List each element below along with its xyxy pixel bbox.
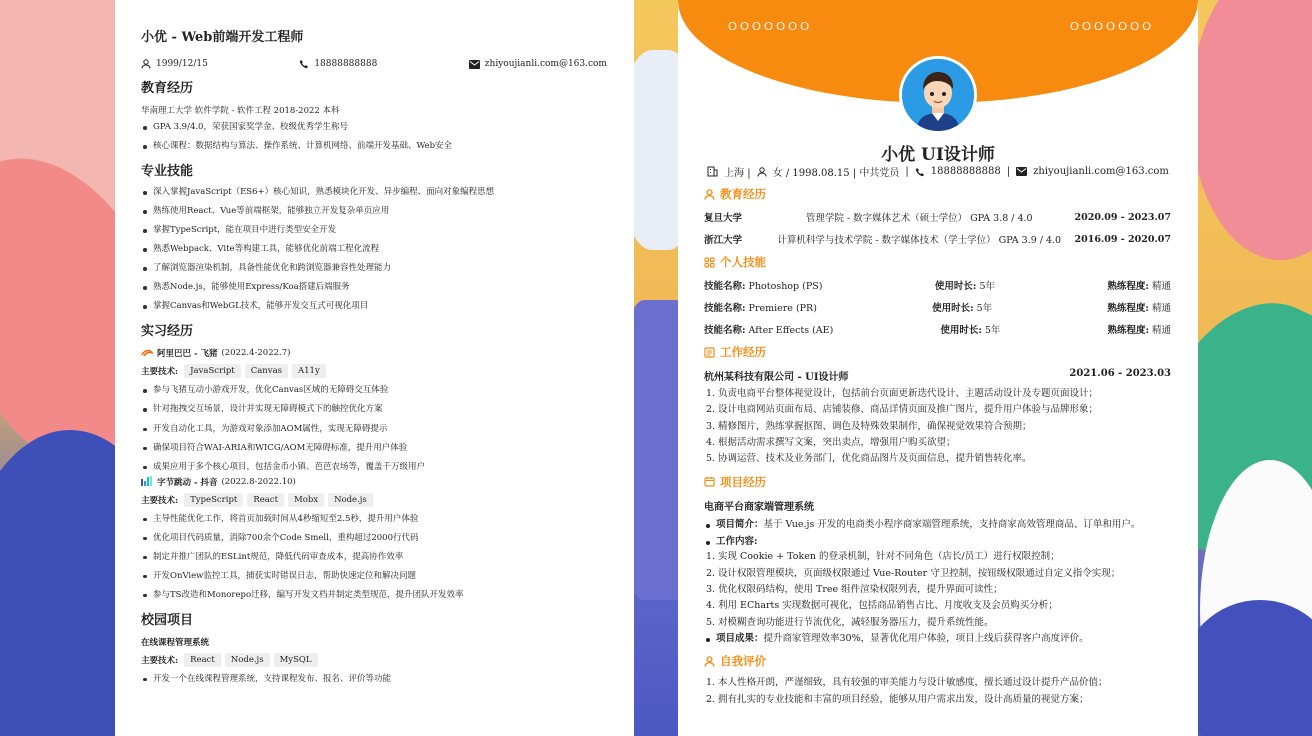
decor-dots-left: OOOOOOO	[728, 20, 813, 33]
skill-name: Premiere (PR)	[748, 303, 817, 314]
tag: A11y	[292, 364, 326, 378]
email-address: zhiyoujianli.com@163.com	[484, 59, 607, 69]
list-item: 深入掌握JavaScript（ES6+）核心知识，熟悉模块化开发、异步编程、面向对象编程思想	[141, 187, 607, 198]
label: 技能名称:	[704, 303, 746, 314]
job-date: 2021.06 - 2023.03	[1069, 368, 1171, 379]
skill-level: 精通	[1151, 281, 1171, 292]
tech-tags	[141, 653, 607, 667]
list-item: 5. 对模糊查询功能进行节流优化，减轻服务器压力，提升系统性能。	[706, 616, 994, 628]
project-name: 电商平台商家端管理系统	[704, 501, 814, 513]
section-label: 工作经历	[720, 345, 766, 359]
grid-icon	[704, 257, 715, 268]
list-item: 熟练使用React、Vue等前端框架，能够独立开发复杂单页应用	[141, 206, 607, 217]
education-list	[141, 122, 607, 152]
label: 使用时长:	[934, 281, 977, 292]
list-item: 4. 根据活动需求撰写文案，突出卖点，增强用户购买欲望；	[706, 437, 956, 449]
list-item: 开发自动化工具，为游戏对象添加AOM属性，实现无障碍提示	[141, 424, 607, 435]
list-item: 3. 优化权限码结构，使用 Tree 组件渲染权限列表，提升界面可读性；	[706, 584, 1003, 596]
date: 2020.09 - 2023.07	[1074, 211, 1171, 223]
section-label: 个人技能	[720, 255, 766, 269]
label: 熟练程度:	[1107, 281, 1149, 292]
separator: |	[1006, 166, 1011, 177]
list-item: 熟悉Webpack、Vite等构建工具，能够优化前端工程化流程	[141, 244, 607, 255]
avatar	[899, 56, 977, 134]
list-item: 1. 本人性格开朗，严谨细致，具有较强的审美能力与设计敏感度，擅长通过设计提升产品价值；	[706, 677, 1108, 689]
project-content-list	[704, 551, 1171, 629]
skills-list	[141, 187, 607, 312]
job-header	[704, 368, 1171, 383]
tag: TypeScript	[184, 493, 243, 507]
list-item: 开发一个在线课程管理系统，支持课程发布、报名、评价等功能	[141, 674, 607, 685]
skill-time: 5年	[979, 281, 995, 292]
list-item: 4. 利用 ECharts 实现数据可视化，包括商品销售占比、月度收支及会员购买分析；	[706, 600, 1058, 612]
alibaba-logo-icon	[141, 349, 153, 357]
list-item: 开发OnView监控工具，捕获实时错误日志，帮助快速定位和解决问题	[141, 571, 607, 582]
list-item: 参与TS改造和Monorepo迁移，编写开发文档并制定类型规范，提升团队开发效率	[141, 590, 607, 601]
skill-row	[704, 300, 1171, 314]
tag: Node.js	[328, 493, 373, 507]
job-header-alibaba	[141, 347, 607, 359]
major: 管理学院 - 数字媒体艺术（硕士学位） GPA 3.8 / 4.0	[805, 213, 1033, 224]
tag: React	[247, 493, 284, 507]
personal-info: 女 / 1998.08.15 | 中共党员	[772, 168, 900, 179]
campus-list	[141, 674, 607, 685]
list-item: 掌握Canvas和WebGL技术，能够开发交互式可视化项目	[141, 301, 607, 312]
school: 浙江大学	[704, 235, 743, 246]
tag: JavaScript	[184, 364, 241, 378]
company-name: 字节跳动 - 抖音	[157, 477, 218, 488]
list-item: 制定并推广团队的ESLint规范，降低代码审查成本，提高协作效率	[141, 552, 607, 563]
phone-icon	[915, 167, 925, 177]
section-title-work	[704, 344, 1171, 360]
date: 2016.09 - 2020.07	[1074, 233, 1171, 245]
self-list	[704, 677, 1171, 706]
job-header-bytedance	[141, 476, 607, 488]
list-item: 项目简介：基于 Vue.js 开发的电商类小程序商家端管理系统，支持商家高效管理商品、订单和用户。	[704, 519, 1171, 531]
user-icon	[704, 189, 715, 200]
label: 熟练程度:	[1107, 325, 1149, 336]
mail-icon	[1016, 167, 1027, 176]
tech-tags	[141, 364, 607, 378]
email-address: zhiyoujianli.com@163.com	[1033, 166, 1169, 177]
section-label: 自我评价	[720, 654, 766, 669]
building-icon	[707, 166, 718, 177]
section-title-skills: 专业技能	[141, 164, 194, 180]
skill-row	[704, 278, 1171, 292]
tag: Mobx	[288, 493, 324, 507]
tag: Canvas	[245, 364, 288, 378]
section-title-skills	[704, 254, 1171, 270]
campus-project-name: 在线课程管理系统	[141, 637, 210, 648]
project-intro	[704, 519, 1171, 549]
company-name: 杭州某科技有限公司 - UI设计师	[704, 372, 849, 383]
job-date: (2022.4-2022.7)	[221, 348, 291, 359]
skill-level: 精通	[1151, 303, 1171, 314]
user-icon	[704, 656, 715, 667]
job1-list	[141, 385, 607, 472]
education-line: 华南理工大学 软件学院 - 软件工程 2018-2022 本科	[141, 106, 340, 116]
resume-name: 小优 - Web前端开发工程师	[141, 30, 304, 45]
list-item: GPA 3.9/4.0，荣获国家奖学金、校级优秀学生称号	[141, 122, 607, 133]
list-item: 了解浏览器渲染机制，具备性能优化和跨浏览器兼容性处理能力	[141, 263, 607, 274]
skill-time: 5年	[984, 325, 1001, 336]
section-title-education	[704, 186, 1171, 202]
job2-list	[141, 514, 607, 601]
section-title-education: 教育经历	[141, 81, 194, 96]
bytedance-logo-icon	[141, 476, 153, 487]
location: 上海 |	[724, 168, 751, 179]
list-item: 熟悉Node.js，能够使用Express/Koa搭建后端服务	[141, 282, 607, 293]
tech-tags	[141, 493, 607, 507]
label: 使用时长:	[940, 325, 982, 336]
list-item: 2. 设计电商网站页面布局、店铺装修、商品详情页面及推广图片，提升用户体验与品牌形象；	[706, 404, 1099, 416]
resume-left	[115, 0, 634, 736]
list-item: 掌握TypeScript，能在项目中进行类型安全开发	[141, 225, 607, 236]
contact-info	[678, 164, 1198, 179]
resume-name: 小优 UI设计师	[881, 145, 995, 165]
tag: Node.js	[225, 653, 270, 667]
section-title-projects	[704, 474, 1171, 490]
list-item: 针对拖拽交互场景，设计并实现无障碍模式下的触控优化方案	[141, 404, 607, 415]
section-title-internship: 实习经历	[141, 324, 194, 340]
list-item: 核心课程：数据结构与算法、操作系统、计算机网络、前端开发基础、Web安全	[141, 141, 607, 152]
list-item: 1. 实现 Cookie + Token 的登录机制，针对不同角色（店长/员工）进行权限控制；	[706, 551, 1060, 563]
skill-time: 5年	[976, 303, 993, 314]
tech-label: 主要技术:	[141, 495, 179, 506]
decor-dots-right: OOOOOOO	[1070, 20, 1155, 33]
phone-number: 18888888888	[930, 166, 1001, 177]
calendar-icon	[704, 476, 715, 487]
label: 技能名称:	[704, 281, 746, 292]
job-date: (2022.8-2022.10)	[221, 476, 296, 487]
skill-name: Photoshop (PS)	[748, 281, 823, 292]
list-item: 项目成果：提升商家管理效率30%，显著优化用户体验，项目上线后获得客户高度评价。	[704, 633, 1171, 645]
list-item: 优化项目代码质量，消除700余个Code Smell，重构超过2000行代码	[141, 533, 607, 544]
tag: MySQL	[274, 653, 318, 667]
list-item: 主导性能优化工作，将首页加载时间从4秒缩短至2.5秒，提升用户体验	[141, 514, 607, 525]
skill-name: After Effects (AE)	[748, 325, 834, 336]
list-item: 确保项目符合WAI-ARIA和WICG/AOM无障碍标准，提升用户体验	[141, 443, 607, 454]
tech-label: 主要技术:	[141, 367, 179, 378]
education-row	[704, 210, 1171, 224]
list-item: 2. 设计权限管理模块，页面级权限通过 Vue-Router 守卫控制，按钮级权限通过自定义指令实现；	[706, 567, 1121, 579]
label: 使用时长:	[932, 303, 974, 314]
tag: React	[184, 653, 221, 667]
separator: |	[905, 166, 909, 177]
phone-icon	[299, 59, 309, 69]
birth-date: 1999/12/15	[156, 59, 208, 69]
list-item: 3. 精修图片，熟练掌握抠图、调色及特殊效果制作，确保视觉效果符合预期；	[706, 420, 1032, 432]
project-result	[704, 633, 1171, 645]
resume-right	[678, 0, 1198, 736]
skill-level: 精通	[1151, 325, 1171, 336]
label: 熟练程度:	[1107, 303, 1149, 314]
list-item: 工作内容:	[704, 536, 1171, 548]
section-label: 教育经历	[720, 187, 766, 201]
section-label: 项目经历	[720, 474, 766, 489]
mail-icon	[469, 60, 480, 69]
school: 复旦大学	[704, 213, 743, 224]
company-name: 阿里巴巴 - 飞猪	[157, 349, 218, 360]
education-row	[704, 232, 1171, 246]
list-item: 成果应用于多个核心项目，包括金币小镇、芭芭农场等，覆盖千万级用户	[141, 462, 607, 473]
work-list	[704, 388, 1171, 466]
list-item: 参与飞猪互动小游戏开发，优化Canvas区域的无障碍交互体验	[141, 385, 607, 396]
contact-info	[141, 59, 607, 69]
skill-row	[704, 322, 1171, 336]
tech-label: 主要技术:	[141, 655, 179, 666]
section-title-self	[704, 653, 1171, 669]
section-title-campus: 校园项目	[141, 612, 194, 628]
list-item: 2. 拥有扎实的专业技能和丰富的项目经验，能够从用户需求出发，设计高质量的视觉方案；	[706, 693, 1089, 705]
list-item: 1. 负责电商平台整体视觉设计，包括前台页面更新迭代设计、主题活动设计及专题页面设计；	[706, 388, 1099, 399]
label: 技能名称:	[704, 325, 746, 336]
user-icon	[757, 167, 767, 177]
major: 计算机科学与技术学院 - 数字媒体技术（学士学位） GPA 3.9 / 4.0	[777, 235, 1062, 246]
user-icon	[141, 59, 151, 69]
document-icon	[704, 347, 715, 358]
phone-number: 18888888888	[314, 59, 378, 69]
list-item: 5. 协调运营、技术及业务部门，优化商品图片及页面信息，提升销售转化率。	[706, 453, 1032, 465]
